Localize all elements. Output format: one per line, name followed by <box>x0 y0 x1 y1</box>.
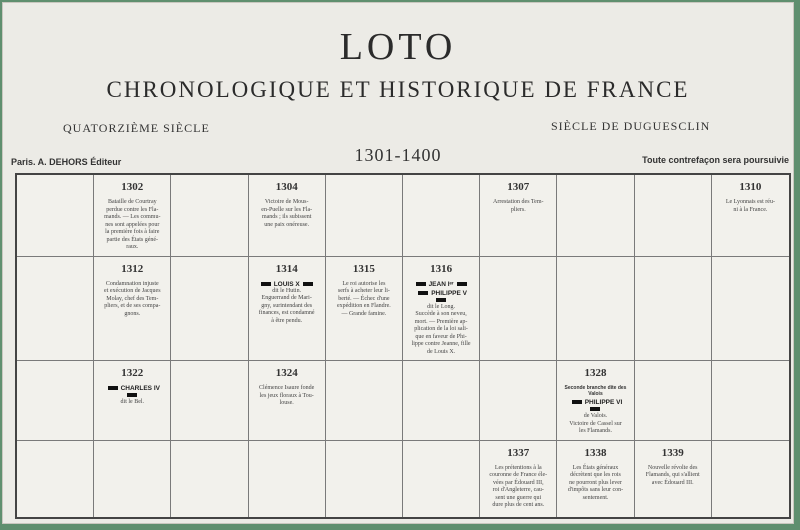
event-line: louse. <box>279 400 294 406</box>
century-label: QUATORZIÈME SIÈCLE <box>63 121 210 135</box>
grid-cell-1328 <box>557 361 634 441</box>
event-line: Enguerrand de Mari- <box>261 295 312 301</box>
grid-cell-empty <box>94 441 171 518</box>
event-line: Les États généraux <box>572 464 619 471</box>
grid-cell-empty <box>326 441 403 518</box>
grid-cell-empty <box>326 175 403 257</box>
banner-bar <box>418 291 428 295</box>
grid-cell-empty <box>712 361 789 441</box>
event-line: couronne de France éle- <box>489 472 548 478</box>
event-line: gny, surintendant des <box>261 302 313 309</box>
king-name: PHILIPPE VI <box>584 399 623 406</box>
cell-event-text <box>100 199 164 252</box>
banner-bar <box>108 386 118 390</box>
cell-event-text <box>563 413 627 436</box>
cell-event-text <box>486 199 550 214</box>
cell-year: 1302 <box>121 181 144 193</box>
event-line: Flamands, qui s'allient <box>645 472 700 478</box>
banner-bar <box>127 393 137 397</box>
event-line: Molay, chef des Tem- <box>106 295 159 302</box>
grid-cell-empty <box>403 361 480 441</box>
cell-event-text <box>409 304 473 357</box>
grid-cell-1304 <box>249 175 326 257</box>
event-line: dure plus de cent ans. <box>492 502 545 508</box>
grid-cell-empty <box>171 175 248 257</box>
event-line: Bataille de Courtray <box>107 199 157 205</box>
event-line: Le Lyonnais est réu- <box>725 199 775 205</box>
event-line: ne pourront plus lever <box>569 479 622 486</box>
event-line: Condamnation injuste <box>105 280 159 287</box>
event-line: sent une guerre qui <box>495 494 542 501</box>
event-line: Succède à son neveu, <box>415 311 467 317</box>
event-line: ni à la France. <box>733 206 768 213</box>
king-name: PHILIPPE V <box>431 289 467 297</box>
king-banner <box>563 399 627 413</box>
king-banner <box>409 290 473 304</box>
event-line: de Louis X. <box>427 348 456 355</box>
event-line: Les prétentions à la <box>494 464 542 471</box>
event-line: en-Puelle sur les Fla- <box>261 206 313 213</box>
banner-bar <box>303 282 313 286</box>
event-line: nes sont appelées pour <box>105 221 160 228</box>
grid-cell-empty <box>403 175 480 257</box>
event-line: pliers, et de ses compa- <box>104 303 161 309</box>
cell-event-text <box>100 281 164 319</box>
cell-year: 1314 <box>275 262 298 275</box>
cell-event-text <box>486 465 550 510</box>
event-line: gnons. <box>124 310 141 317</box>
cell-event-text <box>100 399 164 407</box>
cell-event-text <box>563 465 627 503</box>
event-line: partie des États géné- <box>106 236 159 243</box>
banner-bar <box>572 400 582 404</box>
grid-cell-empty <box>171 257 248 362</box>
king-banner <box>255 281 319 288</box>
event-line: de Valois. <box>583 413 608 419</box>
banner-bar <box>436 298 446 302</box>
event-line: serfs à acheter leur li- <box>337 288 390 294</box>
event-line: les Flamands. <box>578 428 612 434</box>
grid-cell-1307 <box>480 175 557 257</box>
grid-cell-1315 <box>326 257 403 362</box>
copyright-notice: Toute contrefaçon sera poursuivie <box>642 155 789 165</box>
card-title: LOTO <box>339 26 457 68</box>
cell-year: 1315 <box>352 262 375 275</box>
grid-cell-empty <box>171 361 248 441</box>
cell-year: 1338 <box>584 446 607 459</box>
grid-cell-empty <box>403 441 480 518</box>
year-grid <box>15 173 791 519</box>
cell-year: 1328 <box>584 367 607 379</box>
event-line: Arrestation des Tem- <box>493 199 544 205</box>
grid-cell-1314 <box>249 257 326 362</box>
event-line: décrètent que les rois <box>570 472 621 478</box>
event-line: — Grande famine. <box>341 310 387 317</box>
grid-cell-empty <box>480 257 557 362</box>
grid-cell-empty <box>17 257 94 362</box>
king-banner <box>409 281 473 288</box>
cell-year: 1324 <box>275 367 298 379</box>
grid-cell-empty <box>249 441 326 518</box>
event-line: expédition en Flandre. <box>336 303 391 309</box>
grid-cell-empty <box>557 175 634 257</box>
grid-cell-empty <box>557 257 634 362</box>
grid-cell-1339 <box>635 441 712 518</box>
king-banner <box>100 385 164 399</box>
grid-cell-1338 <box>557 441 634 518</box>
grid-cell-empty <box>635 361 712 441</box>
grid-cell-empty <box>635 175 712 257</box>
event-line: vées par Édouard III, <box>492 479 544 486</box>
grid-cell-empty <box>712 257 789 362</box>
event-line: avec Édouard III. <box>651 479 694 486</box>
cell-event-text <box>332 281 396 319</box>
event-line: mands ; ils subissent <box>261 214 312 220</box>
cell-event-text <box>718 199 783 214</box>
event-line: une paix onéreuse. <box>264 221 310 228</box>
king-name: CHARLES IV <box>120 385 160 392</box>
event-line: dit le Long. <box>427 303 455 310</box>
cell-year: 1310 <box>739 181 762 193</box>
cell-dynasty-note: Seconde branche dite des Valois <box>564 385 627 397</box>
grid-cell-empty <box>712 441 789 518</box>
event-line: Le roi autorise les <box>342 280 386 287</box>
event-line: dit le Hutin. <box>272 287 302 294</box>
grid-cell-1322 <box>94 361 171 441</box>
cell-year: 1307 <box>507 181 530 193</box>
event-line: la première fois à faire <box>105 229 160 235</box>
event-line: et exécution de Jacques <box>104 288 161 294</box>
event-line: Victoire de Mous- <box>264 199 309 205</box>
cell-year: 1312 <box>121 262 144 275</box>
cell-year: 1337 <box>507 446 530 459</box>
grid-cell-empty <box>171 441 248 518</box>
event-line: que en faveur de Phi- <box>415 333 467 340</box>
event-line: les jeux floraux à Tou- <box>259 392 314 399</box>
cell-event-text <box>641 465 705 488</box>
banner-bar <box>590 407 600 411</box>
cell-event-text <box>255 385 319 408</box>
event-line: lippe contre Jeanne, fille <box>411 341 471 347</box>
publisher-label: Paris. A. DEHORS Éditeur <box>11 157 122 167</box>
event-line: Victoire de Cassel sur <box>569 420 622 427</box>
event-line: plication de la loi sali- <box>414 326 468 332</box>
grid-cell-empty <box>17 361 94 441</box>
event-line: dit le Bel. <box>120 399 145 405</box>
grid-cell-1316 <box>403 257 480 362</box>
banner-bar <box>261 282 271 286</box>
event-line: roi d'Angleterre, cau- <box>492 487 544 493</box>
event-line: d'impôts sans leur con- <box>567 487 624 493</box>
king-name: LOUIS X <box>273 280 300 288</box>
event-line: mort. — Première ap- <box>414 318 468 325</box>
card-subtitle: CHRONOLOGIQUE ET HISTORIQUE DE FRANCE <box>106 77 690 102</box>
grid-cell-empty <box>326 361 403 441</box>
grid-cell-1310 <box>712 175 789 257</box>
grid-cell-1324 <box>249 361 326 441</box>
event-line: raux. <box>126 244 139 250</box>
cell-year: 1322 <box>121 367 144 379</box>
grid-cell-empty <box>17 441 94 518</box>
banner-bar <box>416 282 426 286</box>
loto-card <box>2 2 794 524</box>
event-line: Clémence Isaure fonde <box>259 385 315 391</box>
grid-cell-1302 <box>94 175 171 257</box>
king-name: JEAN Iᵉʳ <box>428 280 454 288</box>
event-line: finances, est condamné <box>258 310 315 316</box>
event-line: sentement. <box>582 494 609 501</box>
cell-year: 1339 <box>661 446 684 459</box>
cell-year: 1316 <box>430 262 453 275</box>
event-line: Nouvelle révolte des <box>647 464 698 471</box>
grid-cell-1312 <box>94 257 171 362</box>
event-line: perdue contre les Fla- <box>106 206 159 213</box>
era-label: SIÈCLE DE DUGUESCLIN <box>551 119 711 133</box>
event-line: mands. — Les commu- <box>104 214 161 220</box>
grid-cell-1337 <box>480 441 557 518</box>
event-line: pliers. <box>510 206 526 213</box>
grid-cell-empty <box>17 175 94 257</box>
banner-bar <box>457 282 467 286</box>
grid-cell-empty <box>635 257 712 362</box>
event-line: à être pendu. <box>271 317 303 324</box>
cell-event-text <box>255 199 319 229</box>
cell-year: 1304 <box>275 181 298 193</box>
grid-cell-empty <box>480 361 557 441</box>
cell-event-text <box>255 288 319 326</box>
event-line: berté. — Échec d'une <box>338 295 390 302</box>
date-range: 1301-1400 <box>354 145 442 165</box>
